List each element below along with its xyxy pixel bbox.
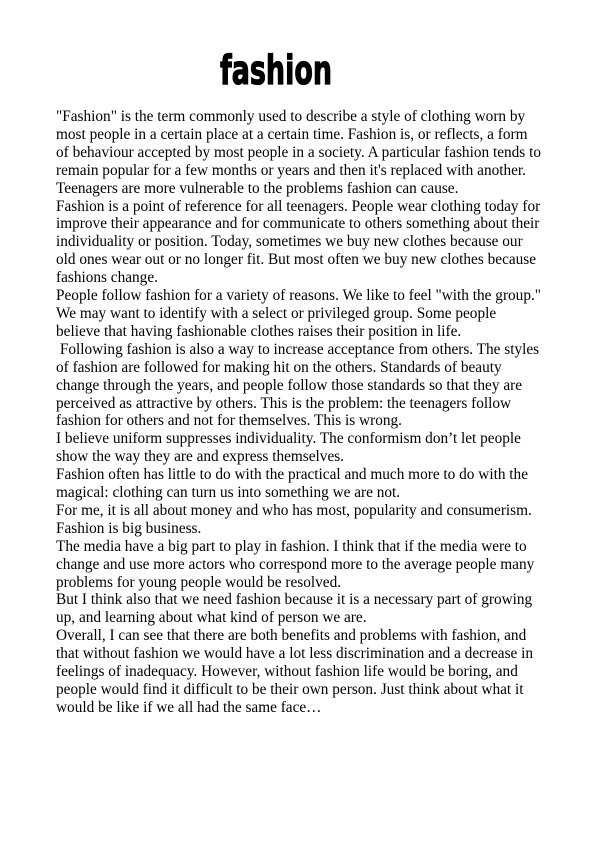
title-wordart [216,34,336,96]
title-wordart-graphic [216,34,336,96]
paragraph: I believe uniform suppresses individuality. The conformism don’t let people show the way they are and express themselves. [56,430,525,466]
page-title: fashion [220,48,332,94]
paragraph: Fashion often has little to do with the practical and much more to do with the magical: clothing can turn us into something we are not. [56,466,532,502]
paragraph: "Fashion" is the term commonly used to describe a style of clothing worn by most people in a certain place at a certain time. Fashion is, or reflects, a form of behaviour accepted by most people in a society. A particular fashion tends to remain popular for a few months or years and then it's replaced with another. [56,108,545,179]
paragraph: Teenagers are more vulnerable to the problems fashion can cause. [56,179,459,197]
paragraph: Fashion is a point of reference for all teenagers. People wear clothing today for improve their appearance and for communicate to others something about their individuality or position. Today, sometimes we buy new clothes because our old ones wear out or no longer fit. But most often we buy new clothes because fashions change. [56,197,545,287]
paragraph: The media have a big part to play in fashion. I think that if the media were to change and use more actors who correspond more to the average people many problems for young people would be resolved. [56,537,539,591]
paragraph: Overall, I can see that there are both benefits and problems with fashion, and that without fashion we would have a lot less discrimination and a decrease in feelings of inadequacy. However, without fashion life would be boring, and people would find it difficult to be their own person. Just think about what it would be like if we all had the same face… [56,627,537,716]
paragraph: But I think also that we need fashion because it is a necessary part of growing up, and learning about what kind of person we are. [56,591,537,627]
essay-body [56,108,545,717]
paragraph: Following fashion is also a way to increase acceptance from others. The styles of fashion are followed for making hit on the others. Standards of beauty change through the years, and people follow those standards so that they are perceived as attractive by others. This is the problem: the teenagers follow fashion for others and not for themselves. This is wrong. [56,340,543,430]
paragraph: For me, it is all about money and who has most, popularity and consumerism. Fashion is big business. [56,501,536,537]
paragraph: People follow fashion for a variety of reasons. We like to feel "with the group." We may want to identify with a select or privileged group. Some people believe that having fashionable clothes raises their position in life. [56,287,545,340]
